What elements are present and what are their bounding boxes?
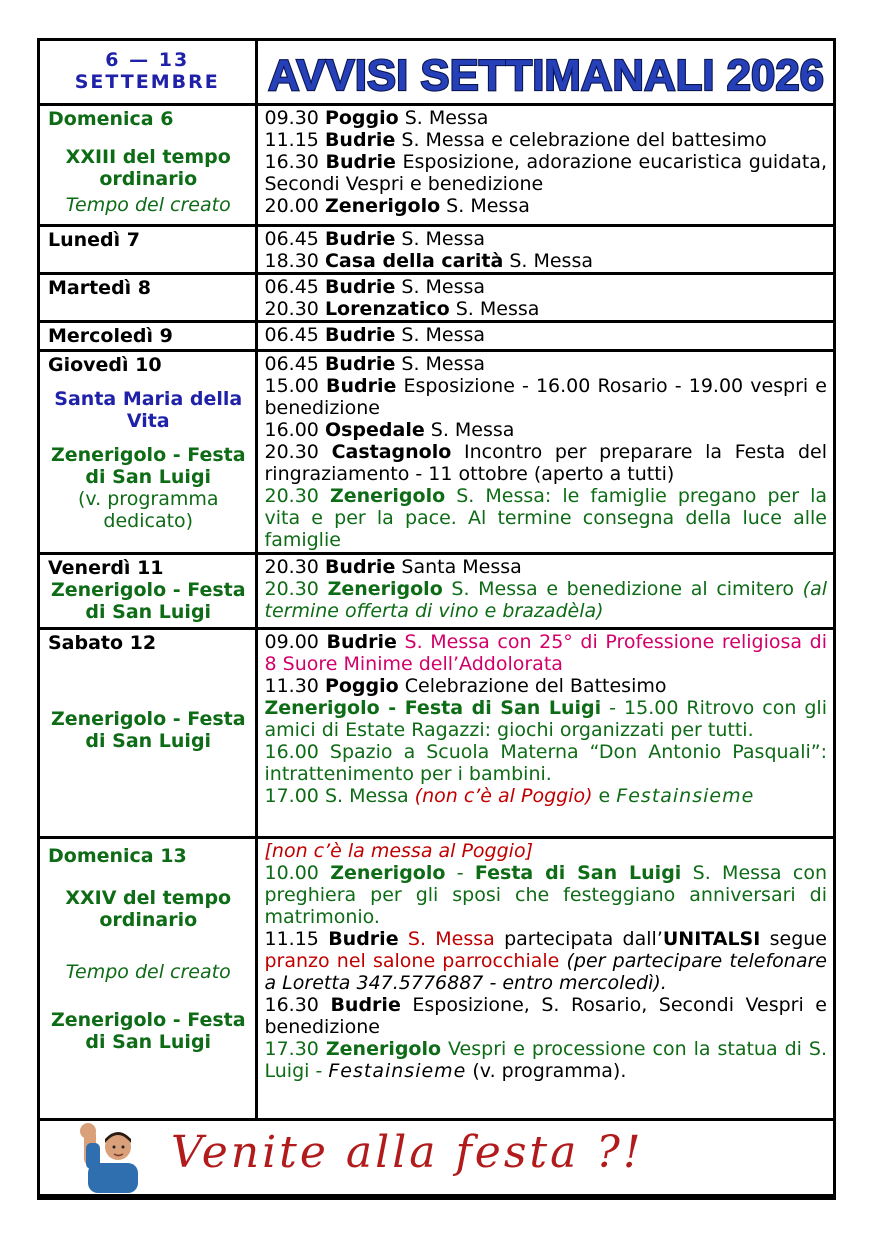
- event-line: 20.30 Budrie Santa Messa: [264, 555, 522, 578]
- events-cell: [256, 628, 833, 837]
- footer-row: [40, 1119, 833, 1195]
- liturgical-sunday: XXIV del tempo ordinario: [65, 886, 232, 931]
- liturgical-season: Tempo del creato: [65, 960, 231, 983]
- event-line: 06.45 Budrie S. Messa: [264, 275, 486, 298]
- event-line: 06.45 Budrie S. Messa: [264, 323, 486, 346]
- weekly-notices-sheet: [37, 38, 836, 1200]
- day-cell: [40, 273, 256, 321]
- event-line: 16.00 Spazio a Scuola Materna “Don Antonio Pasquali”: intrattenimento per i bambini.: [264, 740, 827, 785]
- month-label: SETTEMBRE: [74, 71, 220, 93]
- day-name: Domenica 13: [48, 844, 187, 867]
- day-name: Lunedì 7: [48, 228, 140, 251]
- footer-message: Venite alla festa ?!: [171, 1126, 644, 1178]
- header-row: [40, 41, 833, 104]
- date-range-cell: [40, 41, 256, 104]
- waving-man-icon: [74, 1123, 146, 1193]
- event-line: 16.30 Budrie Esposizione, adorazione eucaristica guidata, Secondi Vespri e benedizione: [264, 150, 827, 195]
- day-cell: [40, 837, 256, 1119]
- day-row: [40, 104, 833, 225]
- liturgical-sunday: XXIII del tempo ordinario: [65, 145, 231, 190]
- day-cell: [40, 321, 256, 350]
- events-cell: [256, 273, 833, 321]
- feast-name: Santa Maria della Vita: [54, 387, 243, 432]
- event-line: 18.30 Casa della carità S. Messa: [264, 249, 593, 272]
- event-line: 11.15 Budrie S. Messa partecipata dall’UNITALSI segue pranzo nel salone parrocchiale (per partecipare telefonare a Loretta 347.5776887 - entro mercoledì).: [264, 927, 827, 994]
- event-line: 20.30 Zenerigolo S. Messa e benedizione al cimitero (al termine offerta di vino e brazadèla): [264, 577, 827, 622]
- page-title-graphic: [258, 41, 835, 101]
- event-line: 16.30 Budrie Esposizione, S. Rosario, Secondi Vespri e benedizione: [264, 993, 827, 1038]
- title-cell: [256, 41, 833, 104]
- day-cell: [40, 553, 256, 628]
- page-title: AVVISI SETTIMANALI 2026: [267, 51, 824, 100]
- day-name: Martedì 8: [48, 276, 152, 299]
- day-name: Domenica 6: [48, 107, 174, 130]
- day-row: [40, 321, 833, 350]
- event-line: 09.30 Poggio S. Messa: [264, 106, 489, 129]
- events-cell: [256, 553, 833, 628]
- festival-name: Zenerigolo - Festa di San Luigi: [50, 707, 246, 752]
- event-line: 11.30 Poggio Celebrazione del Battesimo: [264, 674, 667, 697]
- day-row: [40, 225, 833, 273]
- event-line: 11.15 Budrie S. Messa e celebrazione del battesimo: [264, 128, 767, 151]
- event-line: 17.00 S. Messa (non c’è al Poggio) e Festainsieme: [264, 784, 755, 807]
- footer-cell: [40, 1119, 833, 1195]
- day-name: Sabato 12: [48, 631, 157, 654]
- event-line: 06.45 Budrie S. Messa: [264, 352, 486, 375]
- day-cell: [40, 350, 256, 553]
- day-name: Giovedì 10: [48, 353, 162, 376]
- day-name: Mercoledì 9: [48, 324, 173, 347]
- day-name: Venerdì 11: [48, 556, 164, 579]
- schedule-table: [40, 41, 833, 1197]
- day-cell: [40, 628, 256, 837]
- event-line: 06.45 Budrie S. Messa: [264, 227, 486, 250]
- day-row: [40, 628, 833, 837]
- event-line: 10.00 Zenerigolo - Festa di San Luigi S. Messa con preghiera per gli sposi che festeggiano anniversari di matrimonio.: [264, 861, 828, 928]
- event-line: 20.30 Lorenzatico S. Messa: [264, 297, 540, 320]
- event-line: 16.00 Ospedale S. Messa: [264, 418, 515, 441]
- events-cell: [256, 225, 833, 273]
- events-cell: [256, 104, 833, 225]
- event-line: Zenerigolo - Festa di San Luigi - 15.00 Ritrovo con gli amici di Estate Ragazzi: giochi organizzati per tutti.: [264, 696, 827, 741]
- event-line: 20.30 Castagnolo Incontro per preparare la Festa del ringraziamento - 11 ottobre (aperto a tutti): [264, 440, 827, 485]
- day-row: [40, 273, 833, 321]
- day-row: [40, 837, 833, 1119]
- day-row: [40, 553, 833, 628]
- festival-name: Zenerigolo - Festa di San Luigi: [50, 578, 246, 623]
- events-cell: [256, 350, 833, 553]
- liturgical-season: Tempo del creato: [65, 193, 231, 216]
- events-cell: [256, 321, 833, 350]
- event-line: 09.00 Budrie S. Messa con 25° di Professione religiosa di 8 Suore Minime dell’Addolorata: [264, 630, 827, 675]
- day-cell: [40, 225, 256, 273]
- event-line: 20.30 Zenerigolo S. Messa: le famiglie pregano per la vita e per la pace. Al termine consegna della luce alle famiglie: [264, 484, 827, 551]
- event-line: 15.00 Budrie Esposizione - 16.00 Rosario - 19.00 vespri e benedizione: [264, 374, 827, 419]
- day-row: [40, 350, 833, 553]
- day-cell: [40, 104, 256, 225]
- event-line: 20.00 Zenerigolo S. Messa: [264, 194, 530, 217]
- festival-name: Zenerigolo - Festa di San Luigi: [50, 443, 246, 488]
- program-note: (v. programma dedicato): [77, 487, 219, 532]
- event-line: 17.30 Zenerigolo Vespri e processione con la statua di S. Luigi - Festainsieme (v. programma).: [264, 1037, 827, 1082]
- event-line: [non c’è la messa al Poggio]: [264, 839, 533, 862]
- date-range: 6 — 13: [105, 49, 190, 71]
- festival-name: Zenerigolo - Festa di San Luigi: [50, 1008, 246, 1053]
- events-cell: [256, 837, 833, 1119]
